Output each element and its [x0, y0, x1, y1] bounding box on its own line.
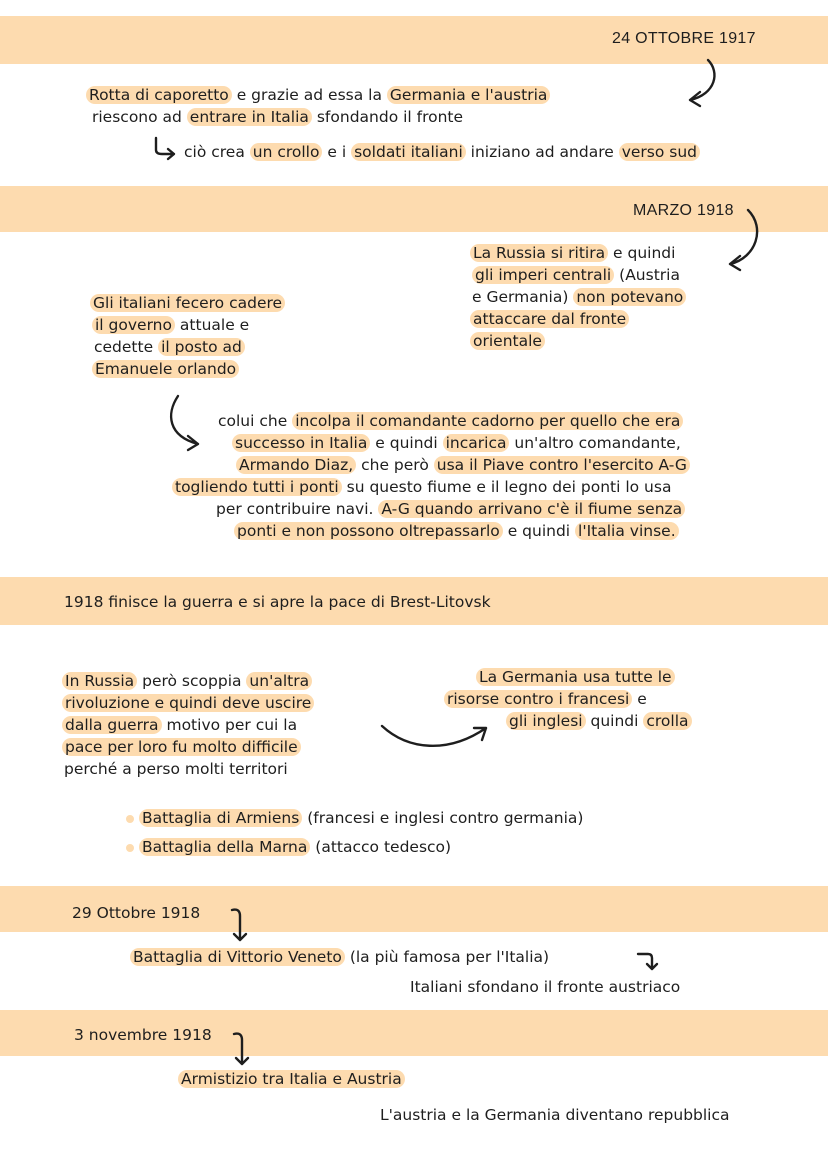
- arrow-down-icon: [228, 906, 252, 944]
- bullet-icon: [126, 815, 134, 823]
- arrow-down-icon: [230, 1030, 254, 1068]
- caporetto-line-2: riescono ad entrare in Italia sfondando il fronte: [92, 108, 464, 126]
- curved-arrow-right-icon: [378, 716, 492, 756]
- banner-fine-guerra: 1918 finisce la guerra e si apre la pace di Brest-Litovsk: [64, 593, 491, 611]
- caporetto-line-3: ciò crea un crollo e i soldati italiani iniziano ad andare verso sud: [184, 141, 700, 163]
- date-marzo-1918: MARZO 1918: [633, 202, 734, 219]
- vittorio-veneto-line: Battaglia di Vittorio Veneto (la più famosa per l'Italia): [130, 946, 549, 968]
- hl-entrare-italia: entrare in Italia: [187, 108, 312, 126]
- fronte-austriaco-text: Italiani sfondano il fronte austriaco: [410, 978, 681, 996]
- hl-germania-austria: Germania e l'austria: [387, 86, 550, 104]
- hl-vittorio-veneto: Battaglia di Vittorio Veneto: [130, 948, 345, 966]
- hook-arrow-icon: [152, 136, 178, 160]
- date-29-ottobre-1918: 29 Ottobre 1918: [72, 904, 201, 922]
- hl-crollo: un crollo: [250, 143, 323, 161]
- date-24-ottobre-1917: 24 OTTOBRE 1917: [612, 30, 756, 47]
- date-3-novembre-1918: 3 novembre 1918: [74, 1026, 212, 1044]
- armistizio-line: [178, 1068, 405, 1090]
- curved-arrow-down-right-icon: [164, 394, 208, 454]
- battle-marna: Battaglia della Marna (attacco tedesco): [126, 836, 451, 858]
- arrow-down-left-icon: [686, 58, 726, 108]
- hl-verso-sud: verso sud: [619, 143, 700, 161]
- caporetto-line-1: Rotta di caporetto e grazie ad essa la Germania e l'austria: [86, 84, 550, 106]
- hl-armistizio: Armistizio tra Italia e Austria: [178, 1070, 405, 1088]
- repubblica-text: L'austria e la Germania diventano repubblica: [380, 1106, 730, 1124]
- hl-rotta-caporetto: Rotta di caporetto: [86, 86, 232, 104]
- battle-armiens: Battaglia di Armiens (francesi e inglesi contro germania): [126, 807, 583, 829]
- hl-soldati-italiani: soldati italiani: [351, 143, 466, 161]
- arrow-down-left-icon: [726, 208, 766, 270]
- bullet-icon: [126, 844, 134, 852]
- hook-down-icon: [634, 950, 658, 974]
